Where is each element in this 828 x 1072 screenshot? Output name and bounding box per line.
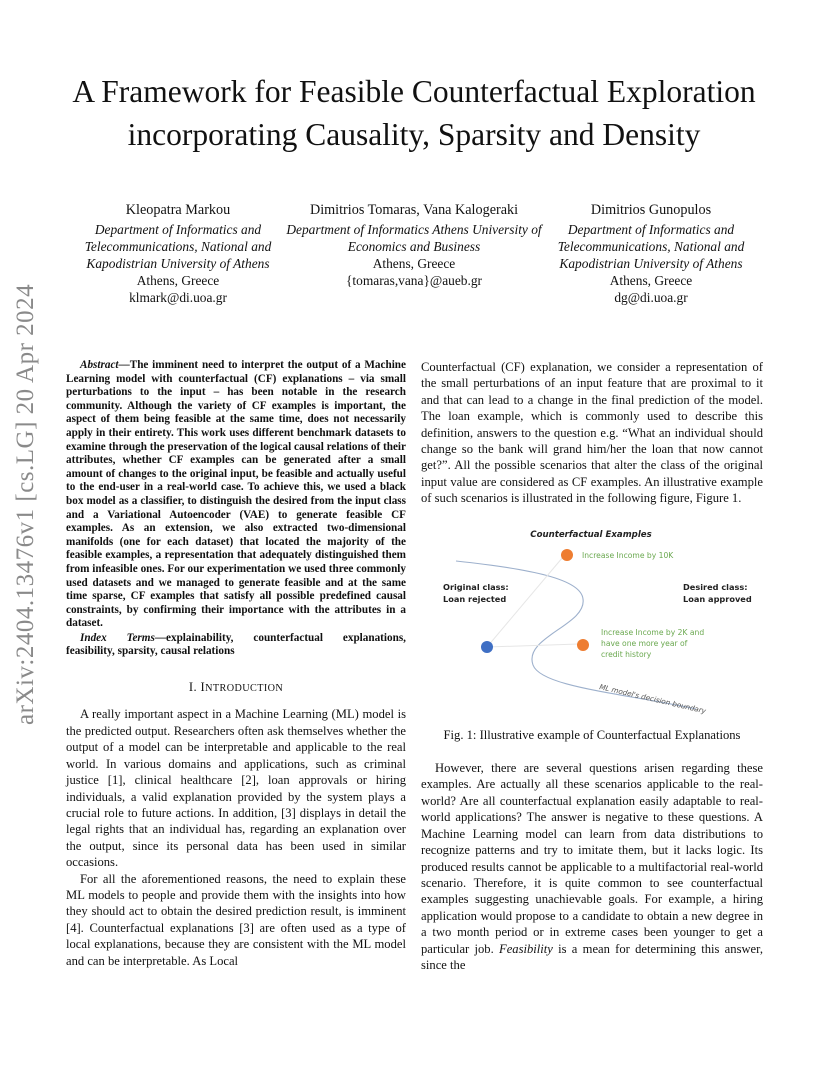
abstract-text: —The imminent need to interpret the output of a Machine Learning model with counterfactual (CF) explanations – via small perturbations to the input – has been notable in the research community. Although the variety of CF examples is important, the aspect of them being feasible at the same time, does not necessarily apply in their entirety. This work uses different benchmark datasets to examine through the preservation of the logical causal relations of their attributes, whether CF examples can be generated after a small amount of changes to the original input, be feasible and actually useful to the end-user in a real-world case. To achieve this, we used a black box model as a classifier, to distinguish the desired from the input class and a Variational Autoencoder (VAE) to generate feasible CF examples. As an extension, we also extracted two-dimensional manifolds (one for each dataset) that located the majority of the feasible examples, a representation that adequately distinguished them from infeasible ones. For our experimentation we used three commonly used datasets and we managed to generate feasible and at the same time sparse, CF examples that satisfy all possible predefined causal constraints, by confirming their importance with the attributes in a dataset.: [66, 359, 406, 630]
boundary-label: ML model's decision boundary: [598, 681, 707, 716]
author-city: Athens, Greece: [609, 273, 693, 288]
section-heading-introduction: [66, 679, 406, 697]
original-class-label: Original class:: [443, 581, 509, 592]
cf1-label: Increase Income by 10K: [582, 550, 674, 560]
author-block-2: [283, 202, 545, 289]
right-column: [421, 359, 763, 973]
author-affiliation: Department of Informatics and Telecommunications, National and Kapodistrian University of Athens: [557, 222, 745, 271]
paper-title: A Framework for Feasible Counterfactual Exploration incorporating Causality, Sparsity and Density: [72, 74, 756, 152]
right-paragraph-2-part-a: However, there are several questions arisen regarding these examples. Are actually all these scenarios applicable to the real-world? Are all counterfactual explanation easily adaptable to real-world applications? The answer is negative to these questions. A Machine Learning model can learn from data distributions to recognize patterns and try to imitate them, but it lacks logic. Its produced results cannot be applicable to a multifactorial real-world scenario. Therefore, it is quite common to see counterfactual examples suggesting unachievable goals. For example, a hiring application would propose to a candidate to obtain a new degree in a two month period or in extreme cases been younger to get a particular job.: [421, 761, 763, 956]
author-city: Athens, Greece: [372, 256, 456, 271]
feasibility-term: Feasibility: [499, 941, 553, 956]
author-email[interactable]: {tomaras,vana}@aueb.gr: [346, 273, 482, 288]
original-point: [481, 641, 493, 653]
figure-1: [421, 517, 763, 725]
author-name: Dimitrios Gunopulos: [590, 202, 712, 218]
intro-paragraph-2: For all the aforementioned reasons, the need to explain these ML models to people and provide them with the insights into how they should act to obtain the desired prediction result, is imminent [4]. Counterfactual explanations [3] are often used as a type of local explanations, because they are consistent with the ML model and can be interpretable. As Local: [66, 871, 406, 968]
author-affiliation: Department of Informatics Athens University of Economics and Business: [286, 222, 542, 254]
author-email[interactable]: klmark@di.uoa.gr: [129, 290, 227, 305]
cf2-label-line3: credit history: [601, 649, 652, 659]
figure-title: Counterfactual Examples: [530, 529, 652, 540]
arxiv-identifier: arXiv:2404.13476v1 [cs.LG] 20 Apr 2024: [12, 283, 39, 725]
intro-paragraph-1: A really important aspect in a Machine Learning (ML) model is the predicted output. Researchers often ask themselves whether the output of a model can be interpretable and applicable to the real world. In various domains and applications, such as criminal justice [1], clinical healthcare [2], loan approvals or hiring individuals, a valid explanation provided by the system plays a crucial role to future actions. In addition, [3] displays in detail the legal rights that an individual has, regarding an explanation over the output, since its personal data has been used in similar occasions.: [66, 707, 406, 870]
desired-class-value: Loan approved: [683, 593, 752, 604]
right-paragraph-1: Counterfactual (CF) explanation, we consider a representation of the small perturbations of an input feature that are proximal to it and that can lead to a change in the final prediction of the model. The loan example, which is commonly used to describe this definition, answers to the question e.g. “What an individual should change so the bank will grand him/her the loan that now cannot get?”. All the possible scenarios that alter the class of the original input value are considered as CF examples. An illustrative example of such scenarios is illustrated in the following figure, Figure 1.: [421, 360, 763, 506]
abstract: [66, 359, 406, 631]
original-class-value: Loan rejected: [443, 593, 507, 604]
index-terms: [66, 632, 406, 659]
cf2-label-line1: Increase Income by 2K and: [601, 627, 705, 637]
section-title-rest: NTRODUCTION: [205, 683, 284, 695]
path-to-cf2: [487, 644, 579, 647]
author-city: Athens, Greece: [136, 273, 220, 288]
section-number: I.: [188, 680, 201, 695]
index-terms-lead: Index Terms: [80, 631, 155, 644]
author-email[interactable]: dg@di.uoa.gr: [614, 290, 688, 305]
right-paragraph-2-part-b: is a mean for determining this answer, since the: [421, 941, 763, 972]
figure-caption: Fig. 1: Illustrative example of Counterfactual Explanations: [443, 727, 741, 742]
left-column: [66, 359, 406, 969]
author-block-1: [78, 202, 278, 306]
cf-point-1: [561, 549, 573, 561]
desired-class-label: Desired class:: [683, 581, 748, 592]
author-name: Kleopatra Markou: [125, 202, 231, 218]
author-block-3: [552, 202, 750, 306]
section-title-initial: I: [200, 680, 206, 695]
right-paragraph-2: [421, 760, 763, 973]
cf-point-2: [577, 639, 589, 651]
abstract-lead: Abstract: [80, 359, 119, 371]
author-name: Dimitrios Tomaras, Vana Kalogeraki: [309, 202, 519, 218]
index-terms-text: —explainability, counterfactual explanations, feasibility, sparsity, causal relations: [66, 631, 406, 658]
author-affiliation: Department of Informatics and Telecommunications, National and Kapodistrian University of Athens: [84, 222, 272, 271]
cf2-label-line2: have one more year of: [601, 638, 688, 648]
counterfactual-diagram: [421, 517, 763, 725]
